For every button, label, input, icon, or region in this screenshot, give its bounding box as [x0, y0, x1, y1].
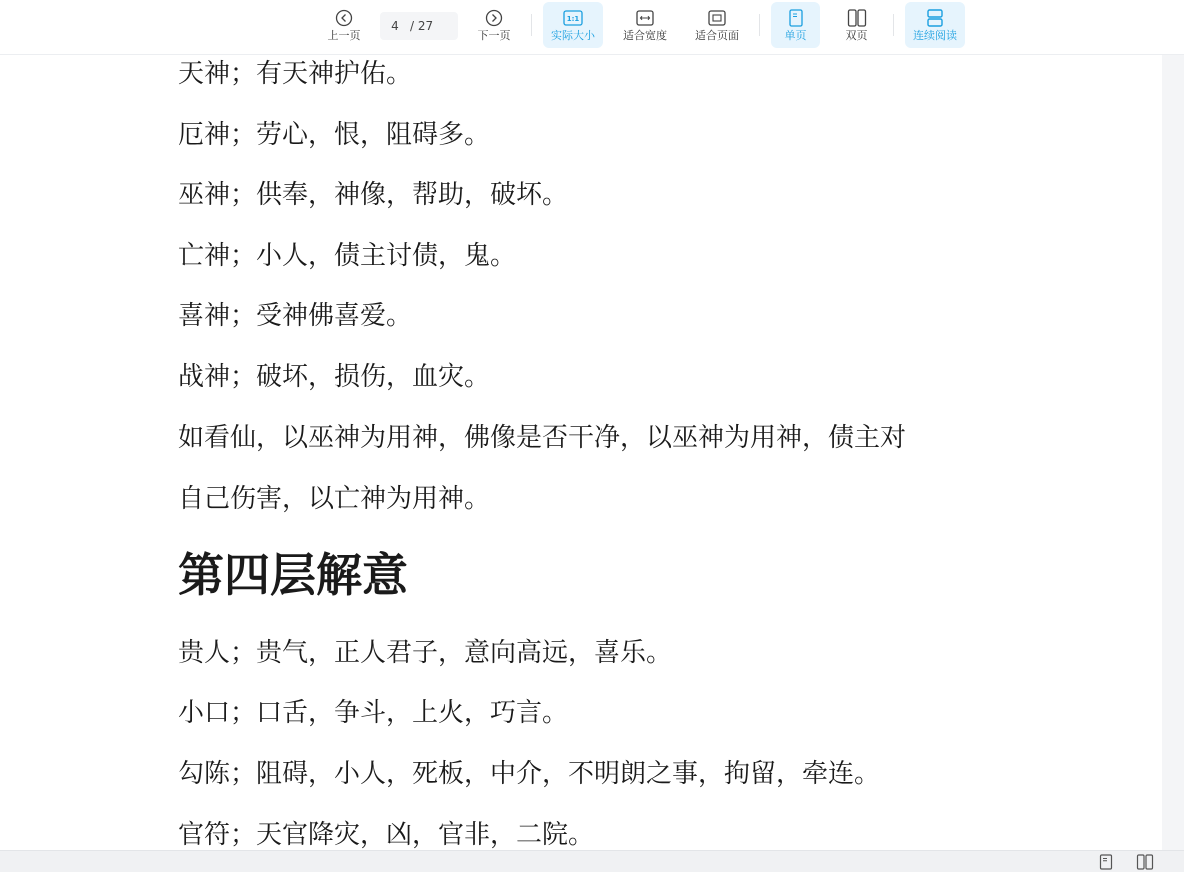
fit-page-icon: [708, 8, 726, 28]
section-heading: 第四层解意: [178, 548, 408, 602]
continuous-reading-icon: [926, 8, 944, 28]
text-line: 巫神；供奉，神像，帮助，破坏。: [178, 180, 569, 210]
next-page-button[interactable]: [468, 2, 520, 48]
text-line: 勾陈；阻碍，小人，死板，中介，不明朗之事，拘留，牵连。: [178, 759, 881, 789]
toolbar-divider: [531, 14, 532, 36]
chevron-right-circle-icon: [485, 8, 503, 28]
chevron-left-circle-icon: [335, 8, 353, 28]
fit-page-label: 适合页面: [695, 29, 739, 42]
double-page-icon: [847, 8, 867, 28]
actual-size-button[interactable]: [543, 2, 603, 48]
text-line: 小口；口舌，争斗，上火，巧言。: [178, 698, 569, 728]
prev-page-label: 上一页: [327, 29, 361, 42]
text-line: 战神；破坏，损伤，血灾。: [178, 362, 491, 392]
text-line: 厄神；劳心，恨，阻碍多。: [178, 120, 491, 150]
double-page-label: 双页: [845, 29, 868, 42]
double-page-view-icon[interactable]: [1136, 854, 1154, 870]
single-page-label: 单页: [784, 29, 807, 42]
next-page-label: 下一页: [477, 29, 511, 42]
text-line: 官符；天官降灾，凶，官非，二院。: [178, 820, 595, 850]
actual-size-icon: [563, 8, 583, 28]
double-page-button[interactable]: [832, 2, 881, 48]
page-number-input[interactable]: [380, 19, 410, 33]
continuous-reading-button[interactable]: [905, 2, 965, 48]
vertical-scrollbar[interactable]: [1162, 55, 1184, 850]
page-indicator: [380, 12, 458, 40]
toolbar-divider: [759, 14, 760, 36]
text-line: 贵人；贵气，正人君子，意向高远，喜乐。: [178, 638, 673, 668]
document-page: [0, 55, 1162, 850]
fit-width-label: 适合宽度: [623, 29, 667, 42]
single-page-icon: [788, 8, 804, 28]
text-line: 自己伤害，以亡神为用神。: [178, 484, 491, 514]
text-line: 亡神；小人，债主讨债，鬼。: [178, 241, 517, 271]
fit-width-button[interactable]: [615, 2, 675, 48]
toolbar-divider: [893, 14, 894, 36]
single-page-view-icon[interactable]: [1097, 854, 1115, 870]
total-pages: / 27: [410, 19, 434, 33]
svg-text:1:1: 1:1: [566, 15, 580, 23]
text-line: 天神；有天神护佑。: [178, 59, 413, 89]
actual-size-label: 实际大小: [551, 29, 595, 42]
fit-width-icon: [636, 8, 654, 28]
status-bar: [0, 850, 1184, 872]
prev-page-button[interactable]: [318, 2, 370, 48]
fit-page-button[interactable]: [687, 2, 747, 48]
text-line: 喜神；受神佛喜爱。: [178, 301, 413, 331]
text-line: 如看仙，以巫神为用神，佛像是否干净，以巫神为用神，债主对: [178, 423, 907, 453]
viewer-toolbar: [0, 0, 1184, 55]
continuous-reading-label: 连续阅读: [913, 29, 957, 42]
single-page-button[interactable]: [771, 2, 820, 48]
